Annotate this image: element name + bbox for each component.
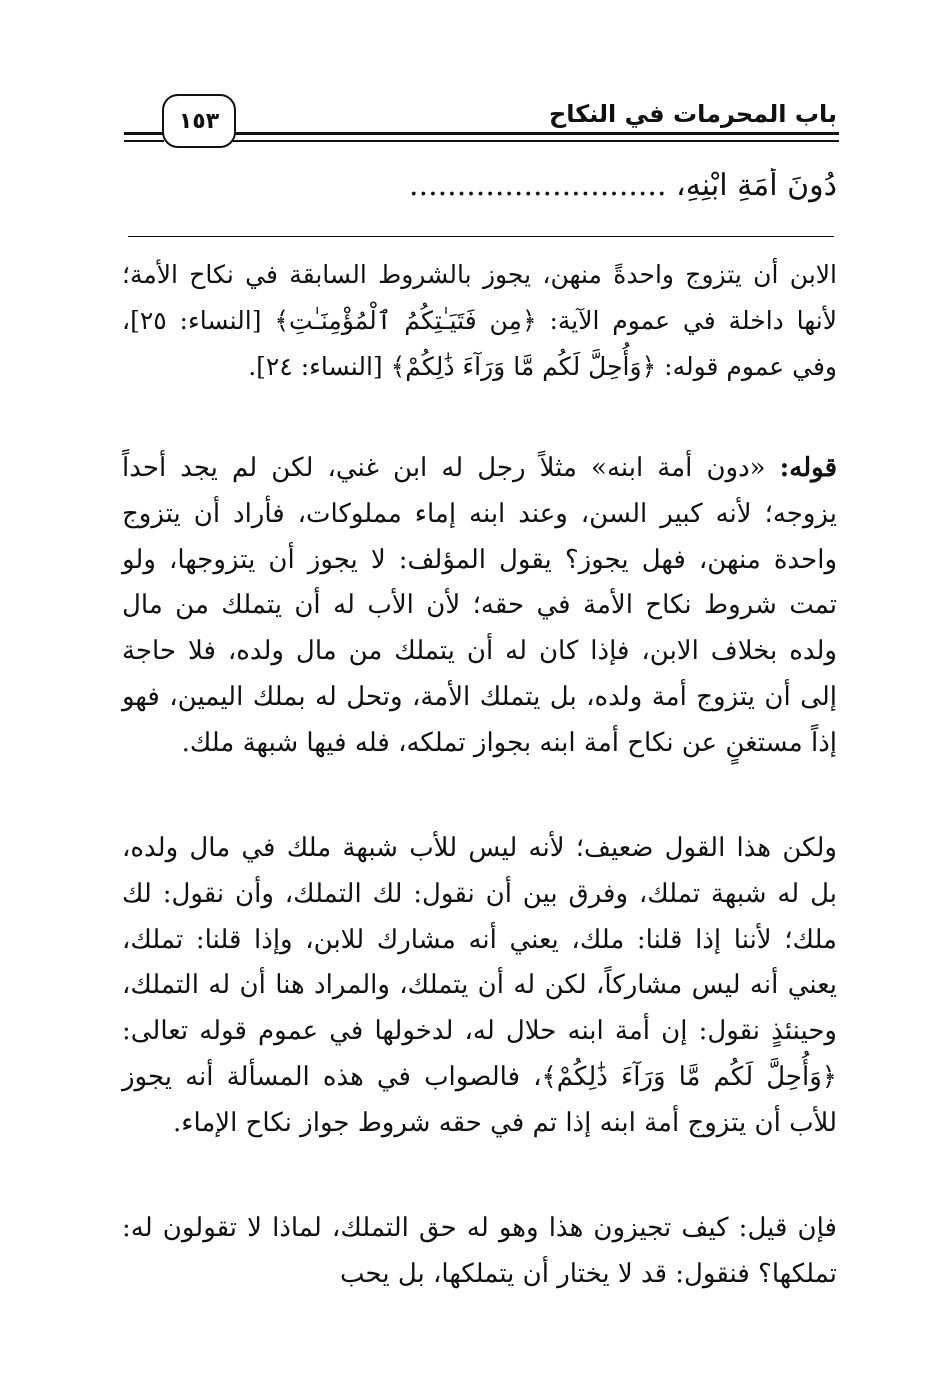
page-number: ١٥٣: [178, 108, 220, 134]
page-number-box: [162, 94, 236, 148]
running-title: باب المحرمات في النكاح: [548, 100, 837, 128]
paragraph-3: [122, 1206, 837, 1298]
paragraph-1: [122, 446, 837, 767]
paragraph-text: ولكن هذا القول ضعيف؛ لأنه ليس للأب شبهة ملك في مال ولده، بل له شبهة تملك، وفرق بين أن نقول: لك التملك، وأن نقول: لك ملك؛ لأننا إذا قلنا: ملك، يعني أنه مشارك للابن، وإذا قلنا: تملك، يعني أنه ليس مشاركاً، لكن له أن يتملك، والمراد هنا أن له التملك، وحينئذٍ نقول: إن أمة ابنه حلال له، لدخولها في عموم قوله تعالى: ﴿وَأُحِلَّ لَكُم مَّا وَرَآءَ ذَٰلِكُمْ﴾، فالصواب في هذه المسألة أنه يجوز للأب أن يتزوج أمة ابنه إذا تم في حقه شروط جواز نكاح الإماء.: [122, 833, 837, 1138]
paragraph-2: [122, 826, 837, 1147]
header-rule-top-right: [232, 132, 839, 135]
header-rule-bottom-left: [124, 140, 164, 142]
header-rule-bottom-right: [232, 140, 839, 142]
paragraph-lead: قوله:: [779, 453, 837, 483]
matn-separator: [128, 236, 834, 237]
footnote-paragraph: الابن أن يتزوج واحدةً منهن، يجوز بالشروط السابقة في نكاح الأمة؛ لأنها داخلة في عموم الآية: ﴿مِن فَتَيَـٰتِكُمُ ٱلْمُؤْمِنَـٰتِ﴾ [النساء: ٢٥]، وفي عموم قوله: ﴿وَأُحِلَّ لَكُم مَّا وَرَآءَ ذَٰلِكُمْ﴾ [النساء: ٢٤].: [122, 260, 837, 381]
paragraph-text: فإن قيل: كيف تجيزون هذا وهو له حق التملك، لماذا لا تقولون له: تملكها؟ فنقول: قد لا يختار أن يتملكها، بل يحب: [122, 1213, 837, 1289]
header-rule-top-left: [124, 132, 164, 135]
paragraph-text: «دون أمة ابنه» مثلاً رجل له ابن غني، لكن لم يجد أحداً يزوجه؛ لأنه كبير السن، وعند ابنه إماء مملوكات، فأراد أن يتزوج واحدة منهن، فهل يجوز؟ يقول المؤلف: لا يجوز أن يتزوجها، ولو تمت شروط نكاح الأمة في حقه؛ لأن الأب له أن يتملك من مال ولده بخلاف الابن، فإذا كان له أن يتملك من مال ولده، فلا حاجة إلى أن يتزوج أمة ولده، بل يتملك الأمة، وتحل له بملك اليمين، فهو إذاً مستغنٍ عن نكاح أمة ابنه بجواز تملكه، فله فيها شبهة ملك.: [122, 453, 837, 758]
matn-line: دُونَ أَمَةِ ابْنِهِ، ...........................: [409, 168, 837, 203]
